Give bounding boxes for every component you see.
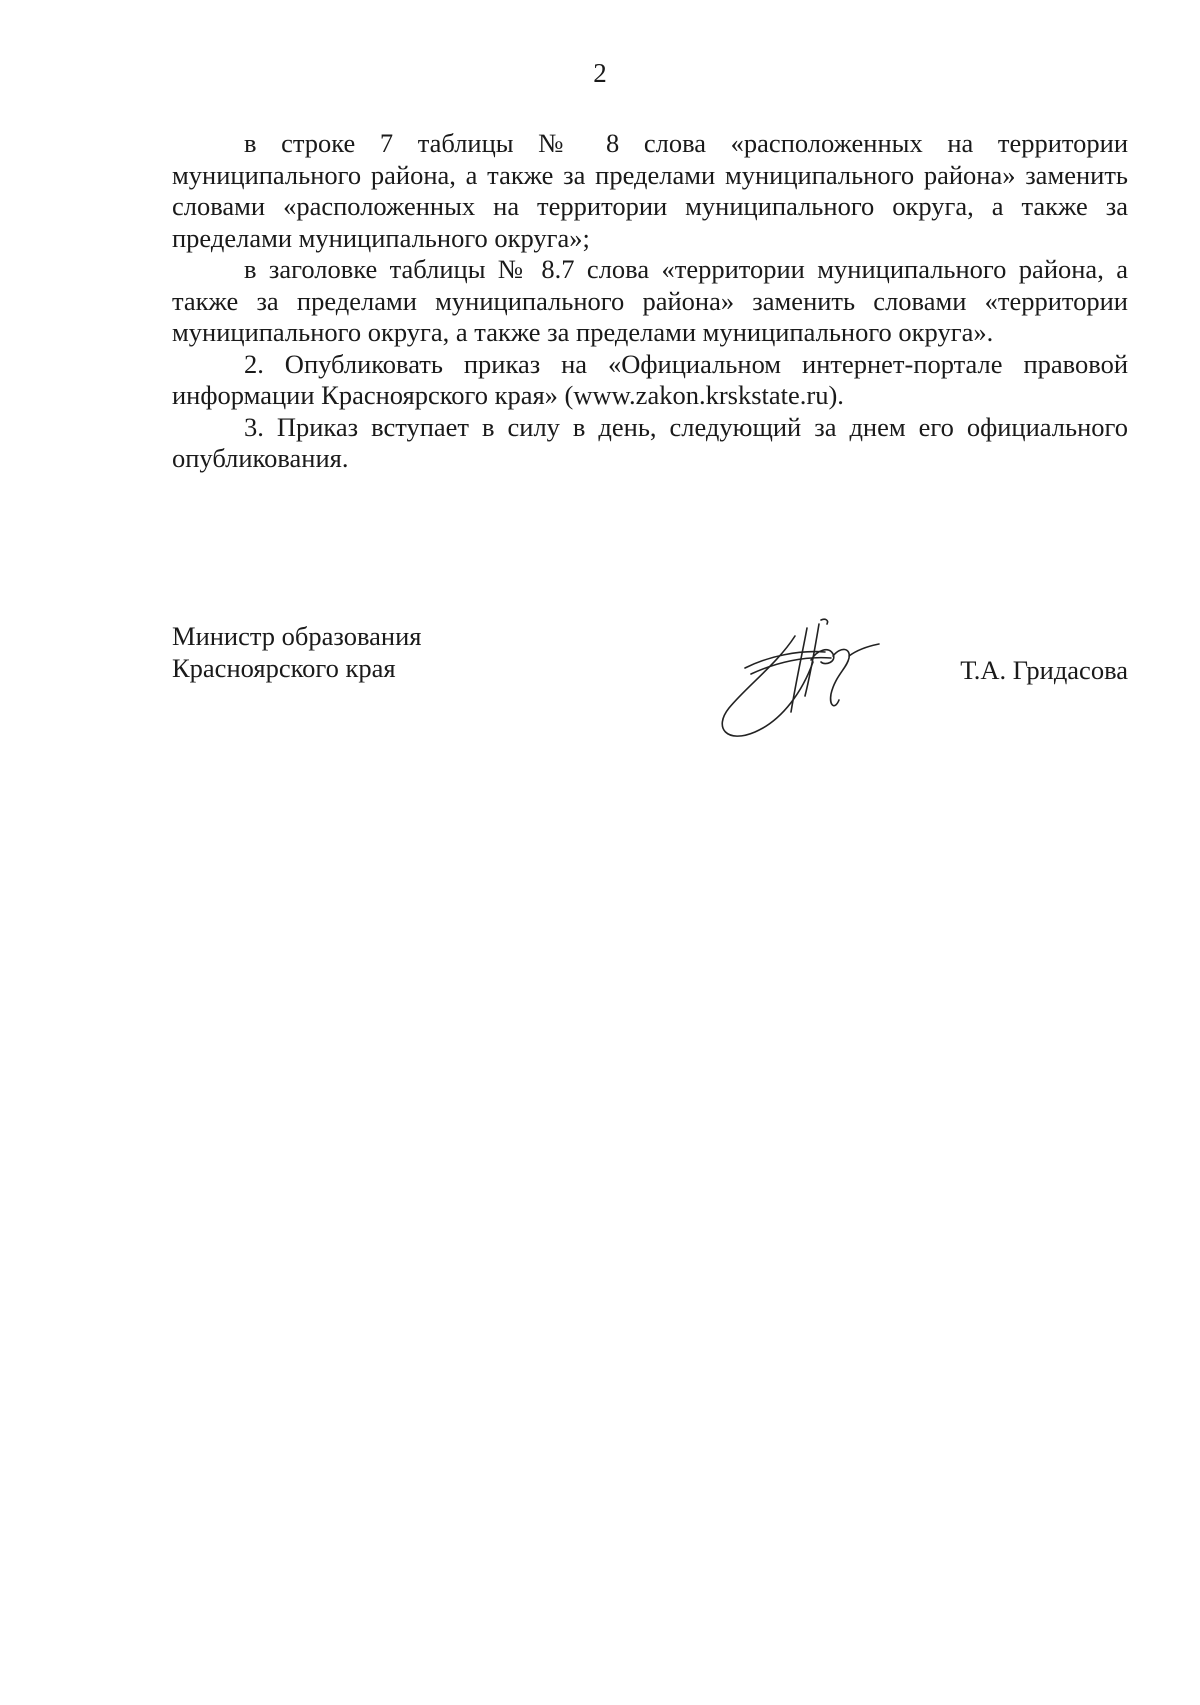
signature-block [172,620,1128,750]
document-body [172,128,1128,475]
paragraph-table-8-7-amendment: в заголовке таблицы № 8.7 слова «территории муниципального района, а также за пределами муниципального района» заменить словами «территории муниципального округа, а также за пределами муниципального округа». [172,254,1128,347]
page-number: 2 [593,58,607,88]
paragraph-effective-date: 3. Приказ вступает в силу в день, следующий за днем его официального опубликования. [172,411,1128,473]
paragraph-publication: 2. Опубликовать приказ на «Официальном интернет-портале правовой информации Красноярского края» (www.zakon.krskstate.ru). [172,348,1128,410]
signer-position-line-2: Красноярского края [172,653,396,683]
signer-name: Т.А. Гридасова [960,655,1128,685]
paragraph-table-8-amendment: в строке 7 таблицы № 8 слова «расположенных на территории муниципального района, а также за пределами муниципального района» заменить словами «расположенных на территории муниципального округа, а также за пределами муниципального округа»; [172,128,1128,253]
signer-position-line-1: Министр образования [172,621,422,651]
signer-position [172,620,421,684]
handwritten-signature-image [707,616,887,741]
